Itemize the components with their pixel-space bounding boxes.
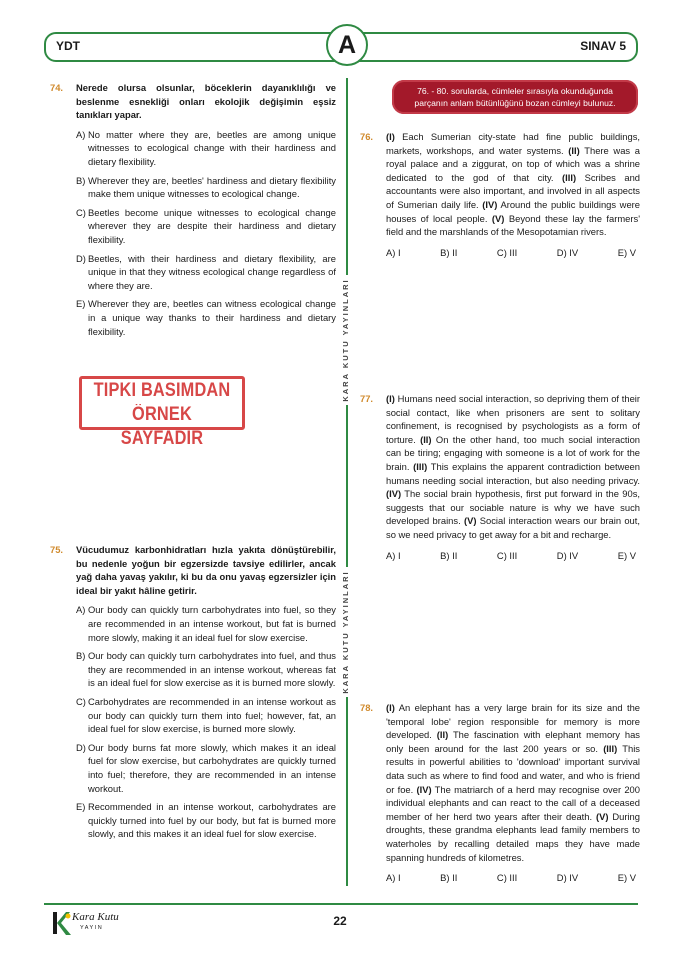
option-e[interactable]: E) Wherever they are, beetles can witness ecological change in a unique way thanks to their hardiness and dietary flexibility. [76, 298, 336, 337]
question-stem: Nerede olursa olsunlar, böceklerin dayanıklılığı ve beslenme esnekliği onları ekolojik değişimin eşsiz tanıkları yapar. [76, 82, 336, 121]
choice-d[interactable]: D) IV [556, 549, 579, 561]
answer-choices [386, 871, 636, 885]
logo-name: Kara Kutu [72, 911, 119, 923]
choice-a[interactable]: A) I [386, 549, 401, 561]
option-c[interactable]: C) Carbohydrates are recommended in an intense workout as our body can quickly turn them into fuel; however, fat, an ideal fuel for slow exercise, is burned more slowly. [76, 695, 336, 735]
question-77 [360, 392, 640, 562]
choice-b[interactable]: B) II [440, 549, 458, 561]
option-b[interactable]: B) Wherever they are, beetles' hardiness and dietary flexibility make them unique witnesses to ecological change. [76, 174, 336, 200]
choice-d[interactable]: D) IV [556, 246, 579, 258]
choice-b[interactable]: B) II [440, 246, 458, 258]
session-label: SINAV 5 [580, 39, 626, 53]
publisher-logo [50, 908, 140, 938]
question-75 [50, 543, 336, 846]
logo-subtitle: YAYIN [80, 925, 104, 931]
question-76 [360, 130, 640, 259]
choice-b[interactable]: B) II [440, 872, 458, 884]
choice-e[interactable]: E) V [617, 872, 636, 884]
answer-choices [386, 246, 636, 260]
question-number: 75. [50, 544, 64, 555]
option-b[interactable]: B) Our body can quickly turn carbohydrates into fuel, and thus they are recommended in an intense workout, whereas fat is an ideal fuel for slow exercise as it is burned more slowly. [76, 650, 336, 689]
choice-a[interactable]: A) I [386, 872, 401, 884]
footer-line [44, 903, 638, 905]
question-passage: (I) An elephant has a very large brain for its size and the 'temporal lobe' region responsible for memory is more developed. (II) The fascination with elephant memory has only been around for the last 200 years or so. (III) This results in powerful abilities to 'download' important survival data such as where to find food and water, and who is friend or foe. (IV) The matriarch of a herd may recognise over 200 individual elephants and can react to the call of a deceased member of her herd two years after their death. (V) During droughts, these grandma elephants lead family members to waterholes by recalling detailed maps they have made spanning hundreds of kilometres. [386, 702, 640, 863]
booklet-letter: A [326, 24, 368, 66]
page-header [44, 32, 638, 62]
choice-c[interactable]: C) III [496, 872, 518, 884]
side-publisher-label: KARA KUTU YAYINLARI [340, 567, 352, 697]
option-c[interactable]: C) Beetles become unique witnesses to ecological change wherever they are despite their hardiness and dietary flexibility. [76, 206, 336, 245]
question-number: 77. [360, 393, 374, 404]
k-logo-icon [50, 908, 74, 938]
choice-a[interactable]: A) I [386, 246, 401, 258]
question-78 [360, 701, 640, 885]
question-number: 76. [360, 131, 374, 142]
answer-choices [386, 549, 636, 563]
stamp-line-2: ÖRNEK SAYFADIR [120, 404, 204, 449]
option-d[interactable]: D) Beetles, with their hardiness and dietary flexibility, are unique in that they witness ecological change regardless of where they are. [76, 252, 336, 291]
option-e[interactable]: E) Recommended in an intense workout, carbohydrates are quickly turned into fuel by our body, but fat is burned more slowly, and this makes it an ideal fuel for slow exercise. [76, 801, 336, 840]
choice-e[interactable]: E) V [617, 549, 636, 561]
question-passage: (I) Each Sumerian city-state had fine public buildings, markets, workshops, and water systems. (II) There was a royal palace and a ziggurat, on top of which was a shrine dedicated to the god of that city. (III) Scribes and accountants were also important, and involved in all aspects of Sumerian daily life. (IV) Around the public buildings were houses of local people. (V) Beyond these lay the farmers' field and the marshlands of the Mesopotamian rivers. [386, 131, 640, 238]
choice-e[interactable]: E) V [617, 246, 636, 258]
sample-page-stamp [79, 376, 245, 449]
option-a[interactable]: A) No matter where they are, beetles are among unique witnesses to ecological change with their hardiness and dietary flexibility. [76, 128, 336, 167]
instruction-box: 76. - 80. sorularda, cümleler sırasıyla okunduğunda parçanın anlam bütünlüğünü bozan cümleyi bulunuz. [392, 80, 638, 114]
question-74 [50, 81, 336, 343]
page-number: 22 [333, 914, 347, 928]
side-publisher-label: KARA KUTU YAYINLARI [340, 275, 352, 405]
choice-c[interactable]: C) III [496, 246, 518, 258]
choice-c[interactable]: C) III [496, 549, 518, 561]
question-number: 78. [360, 702, 374, 713]
stamp-line-1: TIPKI BASIMDAN [93, 380, 231, 401]
option-a[interactable]: A) Our body can quickly turn carbohydrates into fuel, so they are recommended in an intense workout, but fat is burned more slowly, making it an ideal fuel for slow exercise. [76, 604, 336, 643]
choice-d[interactable]: D) IV [556, 872, 579, 884]
question-passage: (I) Humans need social interaction, so depriving them of their social contact, like when prisoners are sent to solitary confinement, is recognised by psychologists as a form of torture. (II) On the other hand, too much social interaction can be tiring; engaging with someone is a lot of work for the brain. (III) This explains the apparent contradiction between humans needing social interaction, but also needing privacy. (IV) The social brain hypothesis, first put forward in the 90s, suggests that our sociable nature is why we have such developed brains. (V) Social interaction wears our brain out, so we need privacy to get away for a bit and recharge. [386, 393, 641, 540]
question-stem: Vücudumuz karbonhidratları hızla yakıta dönüştürebilir, bu nedenle yoğun bir egzersizde tavsiye edilirler, ancak yağ daha yavaş yakılır, ki bu da onu yavaş egzersizler için ideal bir yakıt hâline getirir. [76, 544, 336, 596]
column-divider [346, 78, 348, 886]
option-d[interactable]: D) Our body burns fat more slowly, which makes it an ideal fuel for slow exercise, but carbohydrates are quickly turned into fuel; therefore, they are recommended in an intense workout. [76, 741, 336, 794]
question-number: 74. [50, 82, 64, 93]
exam-name: YDT [56, 39, 80, 53]
